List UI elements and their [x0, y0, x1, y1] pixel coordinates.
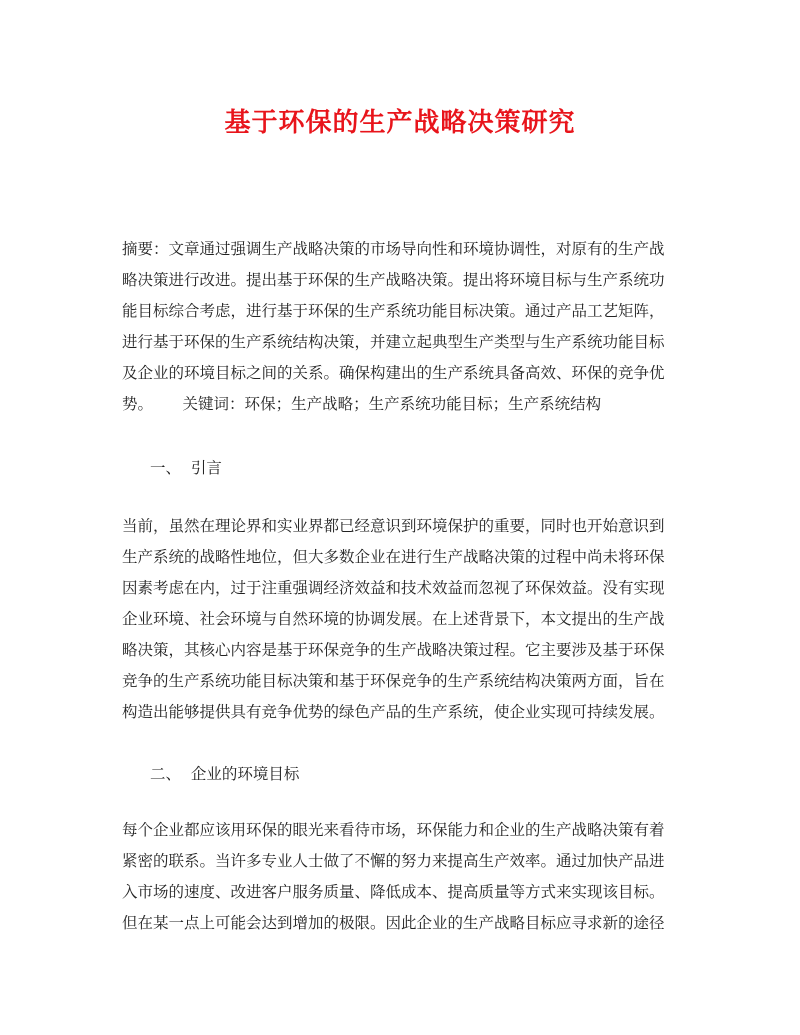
document-title: 基于环保的生产战略决策研究: [224, 108, 576, 138]
abstract-paragraph: [122, 234, 684, 420]
paragraph-line: 每个企业都应该用环保的眼光来看待市场，环保能力和企业的生产战略决策有着: [122, 821, 665, 839]
paragraph-line: 竞争的生产系统功能目标决策和基于环保竞争的生产系统结构决策两方面，旨在: [122, 672, 665, 690]
paragraph-line: 紧密的联系。当许多专业人士做了不懈的努力来提高生产效率。通过加快产品进: [122, 852, 665, 870]
paragraph-line: 因素考虑在内，过于注重强调经济效益和技术效益而忽视了环保效益。没有实现: [122, 579, 665, 597]
abstract-line: 势。 关键词：环保；生产战略；生产系统功能目标；生产系统结构: [122, 395, 602, 413]
abstract-line: 进行基于环保的生产系统结构决策，并建立起典型生产类型与生产系统功能目标: [122, 333, 665, 351]
paragraph-line: 当前，虽然在理论界和实业界都已经意识到环境保护的重要，同时也开始意识到: [122, 517, 665, 535]
abstract-line: 及企业的环境目标之间的关系。确保构建出的生产系统具备高效、环保的竞争优: [122, 364, 665, 382]
section-heading-environment-goals: 二、 企业的环境目标: [150, 765, 300, 783]
paragraph-line: 企业环境、社会环境与自然环境的协调发展。在上述背景下，本文提出的生产战: [122, 610, 665, 628]
abstract-line: 摘要：文章通过强调生产战略决策的市场导向性和环境协调性，对原有的生产战: [122, 240, 665, 258]
abstract-line: 略决策进行改进。提出基于环保的生产战略决策。提出将环境目标与生产系统功: [122, 271, 665, 289]
environment-goals-paragraph: [122, 815, 684, 939]
paragraph-line: 构造出能够提供具有竞争优势的绿色产品的生产系统，使企业实现可持续发展。: [122, 703, 665, 721]
paragraph-line: 入市场的速度、改进客户服务质量、降低成本、提高质量等方式来实现该目标。: [122, 883, 665, 901]
introduction-paragraph: [122, 511, 684, 728]
paragraph-line: 但在某一点上可能会达到增加的极限。因此企业的生产战略目标应寻求新的途径: [122, 914, 665, 932]
abstract-line: 能目标综合考虑，进行基于环保的生产系统功能目标决策。通过产品工艺矩阵，: [122, 302, 665, 320]
paragraph-line: 生产系统的战略性地位，但大多数企业在进行生产战略决策的过程中尚未将环保: [122, 548, 665, 566]
paragraph-line: 略决策，其核心内容是基于环保竞争的生产战略决策过程。它主要涉及基于环保: [122, 641, 665, 659]
section-heading-introduction: 一、 引言: [150, 459, 222, 477]
